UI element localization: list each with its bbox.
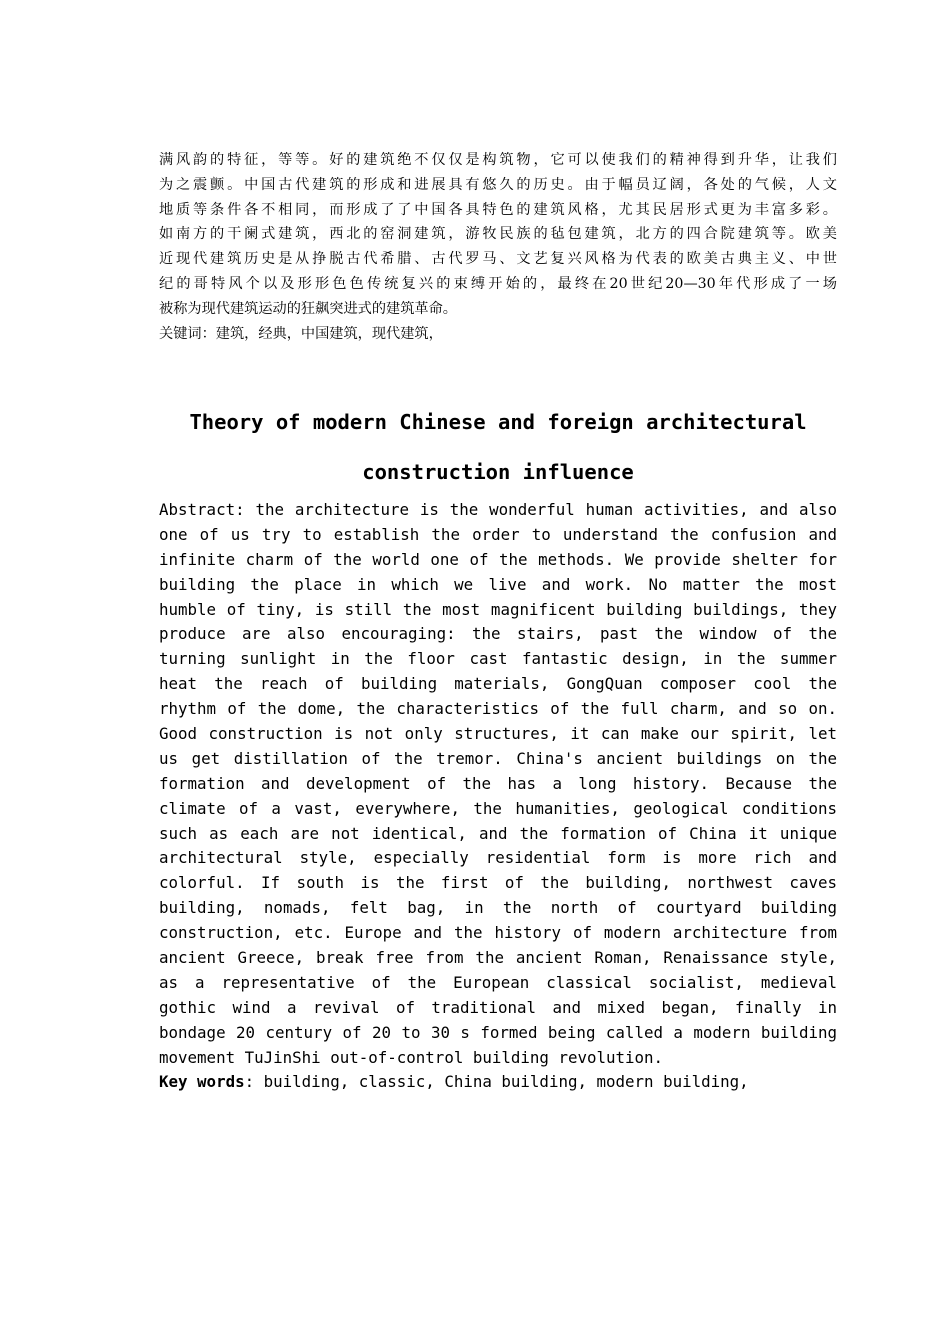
chinese-abstract-line: 纪的哥特风个以及形形色色传统复兴的束缚开始的，最终在20世纪20—30年代形成了一场: [159, 275, 837, 292]
document-page: [159, 148, 837, 1092]
english-title-line-1: Theory of modern Chinese and foreign architectural: [189, 410, 807, 434]
english-abstract-line: Good construction is not only structures, it can make our spirit, let: [159, 724, 837, 744]
english-abstract-line: produce are also encouraging: the stairs, past the window of the: [159, 624, 837, 644]
chinese-abstract-line: 被称为现代建筑运动的狂飙突进式的建筑革命。: [159, 300, 457, 317]
english-abstract-line: one of us try to establish the order to understand the confusion and: [159, 524, 837, 544]
english-abstract-line: as a representative of the European classical socialist, medieval: [159, 972, 837, 992]
english-abstract-line: climate of a vast, everywhere, the humanities, geological conditions: [159, 798, 837, 818]
keywords-label: Key words: [159, 1072, 245, 1092]
chinese-abstract: [159, 148, 837, 346]
english-abstract-line: building, nomads, felt bag, in the north of courtyard building: [159, 898, 837, 918]
chinese-keywords: 关键词：建筑，经典，中国建筑，现代建筑，: [159, 325, 443, 342]
keywords-value: : building, classic, China building, modern building,: [244, 1072, 749, 1092]
english-abstract-line: heat the reach of building materials, GongQuan composer cool the: [159, 674, 837, 694]
english-abstract-line: formation and development of the has a long history. Because the: [159, 773, 837, 793]
english-keywords: [159, 1070, 837, 1095]
english-abstract-line: construction, etc. Europe and the history of modern architecture from: [159, 923, 837, 943]
english-abstract-line: rhythm of the dome, the characteristics of the full charm, and so on.: [159, 699, 837, 719]
english-abstract-line: us get distillation of the tremor. China's ancient buildings on the: [159, 748, 837, 768]
english-abstract-line: architectural style, especially residential form is more rich and: [159, 848, 837, 868]
english-abstract-line: colorful. If south is the first of the building, northwest caves: [159, 873, 837, 893]
english-abstract-line: bondage 20 century of 20 to 30 s formed being called a modern building: [159, 1022, 837, 1042]
chinese-abstract-line: 如南方的干阑式建筑，西北的窑洞建筑，游牧民族的毡包建筑，北方的四合院建筑等。欧美: [159, 226, 837, 243]
english-abstract-line: such as each are not identical, and the formation of China it unique: [159, 823, 837, 843]
english-abstract-line: infinite charm of the world one of the methods. We provide shelter for: [159, 549, 837, 569]
english-abstract: [159, 498, 837, 1095]
english-abstract-line: building the place in which we live and work. No matter the most: [159, 574, 837, 594]
english-abstract-line: gothic wind a revival of traditional and mixed began, finally in: [159, 997, 837, 1017]
english-abstract-line: humble of tiny, is still the most magnificent building buildings, they: [159, 599, 837, 619]
english-abstract-line: ancient Greece, break free from the ancient Roman, Renaissance style,: [159, 948, 837, 968]
chinese-abstract-line: 地质等条件各不相同，而形成了了中国各具特色的建筑风格，尤其民居形式更为丰富多彩。: [159, 201, 837, 218]
chinese-abstract-line: 满风韵的特征，等等。好的建筑绝不仅仅是构筑物，它可以使我们的精神得到升华，让我们: [159, 152, 837, 168]
english-title-line-2: construction influence: [362, 460, 634, 484]
chinese-abstract-line: 为之震颤。中国古代建筑的形成和进展具有悠久的历史。由于幅员辽阔，各处的气候，人文: [159, 176, 837, 193]
english-abstract-line: turning sunlight in the floor cast fantastic design, in the summer: [159, 649, 837, 669]
chinese-abstract-line: 近现代建筑历史是从挣脱古代希腊、古代罗马、文艺复兴风格为代表的欧美古典主义、中世: [159, 251, 837, 268]
english-abstract-line: movement TuJinShi out-of-control building revolution.: [159, 1047, 664, 1067]
english-abstract-line: Abstract: the architecture is the wonderful human activities, and also: [159, 500, 837, 519]
